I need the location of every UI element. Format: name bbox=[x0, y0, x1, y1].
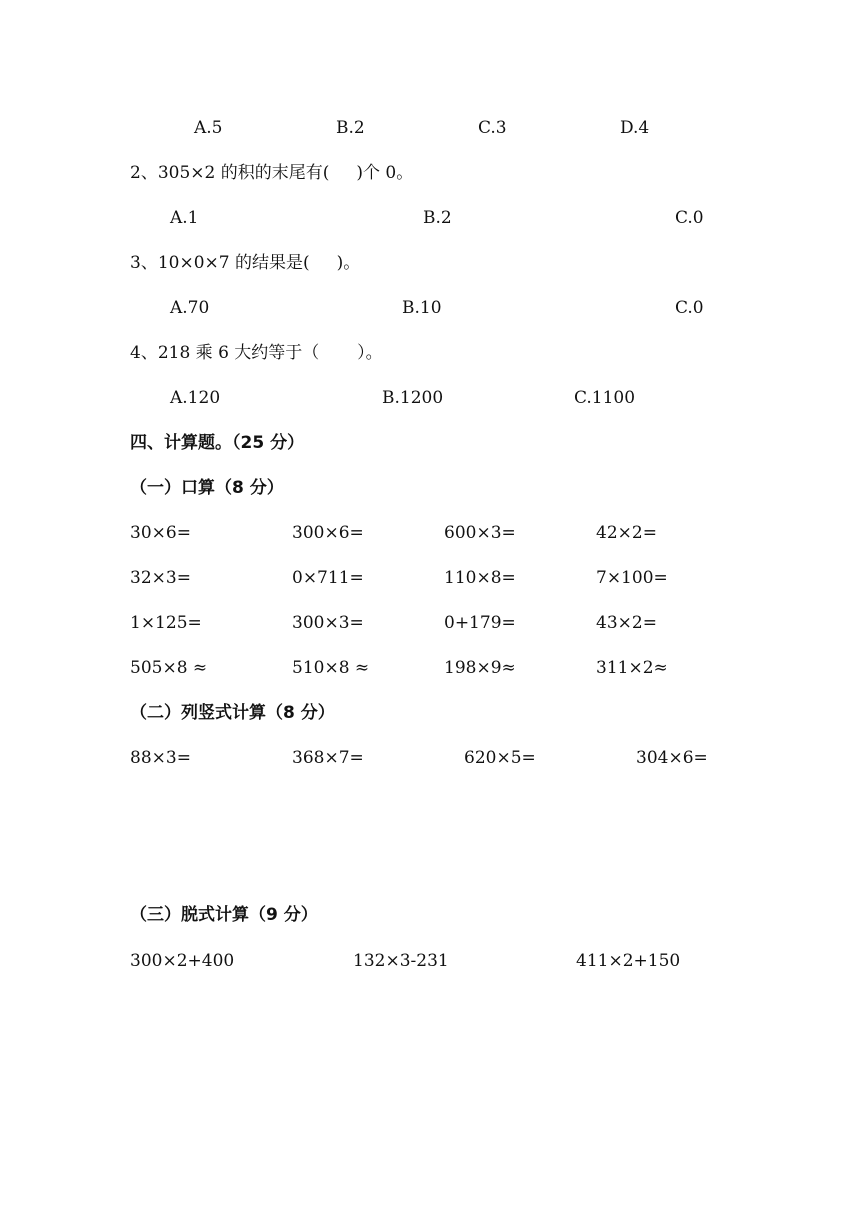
mental-item: 30×6= bbox=[130, 523, 191, 543]
mental-item: 505×8 ≈ bbox=[130, 658, 208, 678]
mental-item: 198×9≈ bbox=[444, 658, 516, 678]
mental-item: 311×2≈ bbox=[596, 658, 668, 678]
stepwise-calc-item: 132×3-231 bbox=[353, 951, 449, 971]
q1-option-c: C.3 bbox=[478, 118, 507, 138]
q4-option-a: A.120 bbox=[170, 388, 221, 408]
vertical-calc-item: 304×6= bbox=[636, 748, 708, 768]
stepwise-calc-item: 300×2+400 bbox=[130, 951, 235, 971]
q3-option-a: A.70 bbox=[170, 298, 210, 318]
mental-item: 600×3= bbox=[444, 523, 516, 543]
q2-option-b: B.2 bbox=[423, 208, 452, 228]
part-3-heading: （三）脱式计算（9 分） bbox=[130, 905, 318, 925]
mental-item: 110×8= bbox=[444, 568, 516, 588]
mental-item: 43×2= bbox=[596, 613, 657, 633]
q2-option-c: C.0 bbox=[675, 208, 704, 228]
vertical-calc-item: 88×3= bbox=[130, 748, 191, 768]
mental-item: 32×3= bbox=[130, 568, 191, 588]
part-2-heading: （二）列竖式计算（8 分） bbox=[130, 703, 335, 723]
mental-item: 1×125= bbox=[130, 613, 202, 633]
question-3-text: 3、10×0×7 的结果是( )。 bbox=[130, 253, 361, 273]
vertical-calc-item: 620×5= bbox=[464, 748, 536, 768]
stepwise-calc-item: 411×2+150 bbox=[576, 951, 681, 971]
mental-item: 7×100= bbox=[596, 568, 668, 588]
q1-option-a: A.5 bbox=[194, 118, 223, 138]
q3-option-b: B.10 bbox=[402, 298, 442, 318]
vertical-calc-item: 368×7= bbox=[292, 748, 364, 768]
q2-option-a: A.1 bbox=[170, 208, 199, 228]
mental-item: 0+179= bbox=[444, 613, 516, 633]
part-1-heading: （一）口算（8 分） bbox=[130, 478, 284, 498]
section-4-heading: 四、计算题。（25 分） bbox=[130, 433, 305, 453]
q4-option-b: B.1200 bbox=[382, 388, 444, 408]
mental-item: 42×2= bbox=[596, 523, 657, 543]
mental-item: 510×8 ≈ bbox=[292, 658, 370, 678]
q3-option-c: C.0 bbox=[675, 298, 704, 318]
mental-item: 0×711= bbox=[292, 568, 364, 588]
mental-item: 300×6= bbox=[292, 523, 364, 543]
q1-option-b: B.2 bbox=[336, 118, 365, 138]
question-2-text: 2、305×2 的积的末尾有( )个 0。 bbox=[130, 163, 414, 183]
q1-option-d: D.4 bbox=[620, 118, 650, 138]
mental-item: 300×3= bbox=[292, 613, 364, 633]
question-4-text: 4、218 乘 6 大约等于（ ）。 bbox=[130, 343, 383, 363]
q4-option-c: C.1100 bbox=[574, 388, 636, 408]
